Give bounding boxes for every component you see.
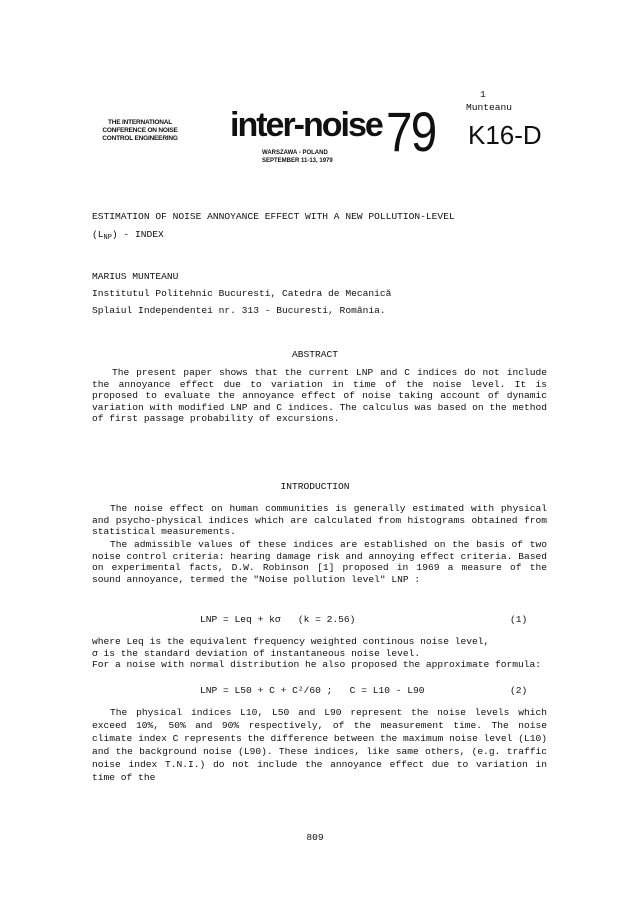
paper-code: K16-D (468, 120, 542, 150)
intro-paragraph-2: The admissible values of these indices are established on the basis of two noise control criteria: hearing damage risk and annoying effect criteria. Based on experimental facts, D.W. Robinson [1] proposed in 1969 a measure of the sound annoyance, termed the "Noise pollution level" LNP : (92, 539, 547, 585)
equation-1: LNP = Leq + kσ (k = 2.56) (200, 614, 356, 625)
author-short: Munteanu (466, 102, 513, 113)
where-line-1: where Leq is the equivalent frequency weighted continous noise level, (92, 636, 490, 647)
where-clause (92, 636, 547, 659)
intro-paragraph-4: The physical indices L10, L50 and L90 represent the noise levels which exceed 10%, 50% and 90% respectively, of the measurement time. The noise climate index C represents the difference between the maximum noise level (L10) and the background noise (L90). These indices, like same others, (e.g. traffic noise index T.N.I.) do not include the annoyance effect due to variation in time of the (92, 707, 547, 783)
title-line-1: ESTIMATION OF NOISE ANNOYANCE EFFECT WITH A NEW POLLUTION-LEVEL (92, 211, 455, 222)
abstract-heading: ABSTRACT (291, 349, 339, 360)
equation-2: LNP = L50 + C + C²/60 ; C = L10 - L90 (200, 685, 425, 696)
logo-location-text: WARSZAWA - POLAND (262, 150, 328, 156)
logo-year: 79 (386, 100, 436, 163)
author-name: MARIUS MUNTEANU (92, 271, 179, 282)
page-header-right (466, 88, 512, 114)
author-affiliation: Institutul Politehnic Bucuresti, Catedra de Mecanică (92, 288, 392, 299)
conference-logo: inter-noise (230, 106, 382, 144)
page-number: 809 (306, 832, 324, 843)
intro-paragraph-1: The noise effect on human communities is generally estimated with physical and psycho-physical indices which are calculated from histograms obtained from statistical measurements. (92, 503, 547, 538)
page-number-top: 1 (480, 89, 486, 100)
abstract-text: The present paper shows that the current LNP and C indices do not include the annoyance effect due to variation in time of the noise level. It is proposed to evaluate the annoyance effect of noise taking account of dynamic variation with modified LNP and C indices. The calculus was based on the method of first passage probability of excursions. (92, 367, 547, 425)
author-block (92, 268, 391, 319)
author-address: Splaiul Independentei nr. 313 - Bucuresti, România. (92, 305, 386, 316)
paper-title (92, 211, 455, 240)
logo-dates: SEPTEMBER 11-13, 1979 (262, 158, 333, 164)
where-line-2: σ is the standard deviation of instantaneous noise level. (92, 647, 421, 659)
logo-location (262, 149, 333, 165)
equation-2-number: (2) (510, 685, 528, 696)
equation-1-number: (1) (510, 614, 528, 625)
title-l: (L (92, 228, 104, 240)
conference-name: THE INTERNATIONAL CONFERENCE ON NOISE CONTROL ENGINEERING (102, 119, 178, 143)
intro-paragraph-3: For a noise with normal distribution he also proposed the approximate formula: (92, 659, 542, 670)
introduction-heading: INTRODUCTION (280, 481, 350, 492)
title-sub: NP (103, 233, 112, 242)
title-line-2 (92, 229, 455, 241)
title-end: ) - INDEX (111, 228, 164, 240)
